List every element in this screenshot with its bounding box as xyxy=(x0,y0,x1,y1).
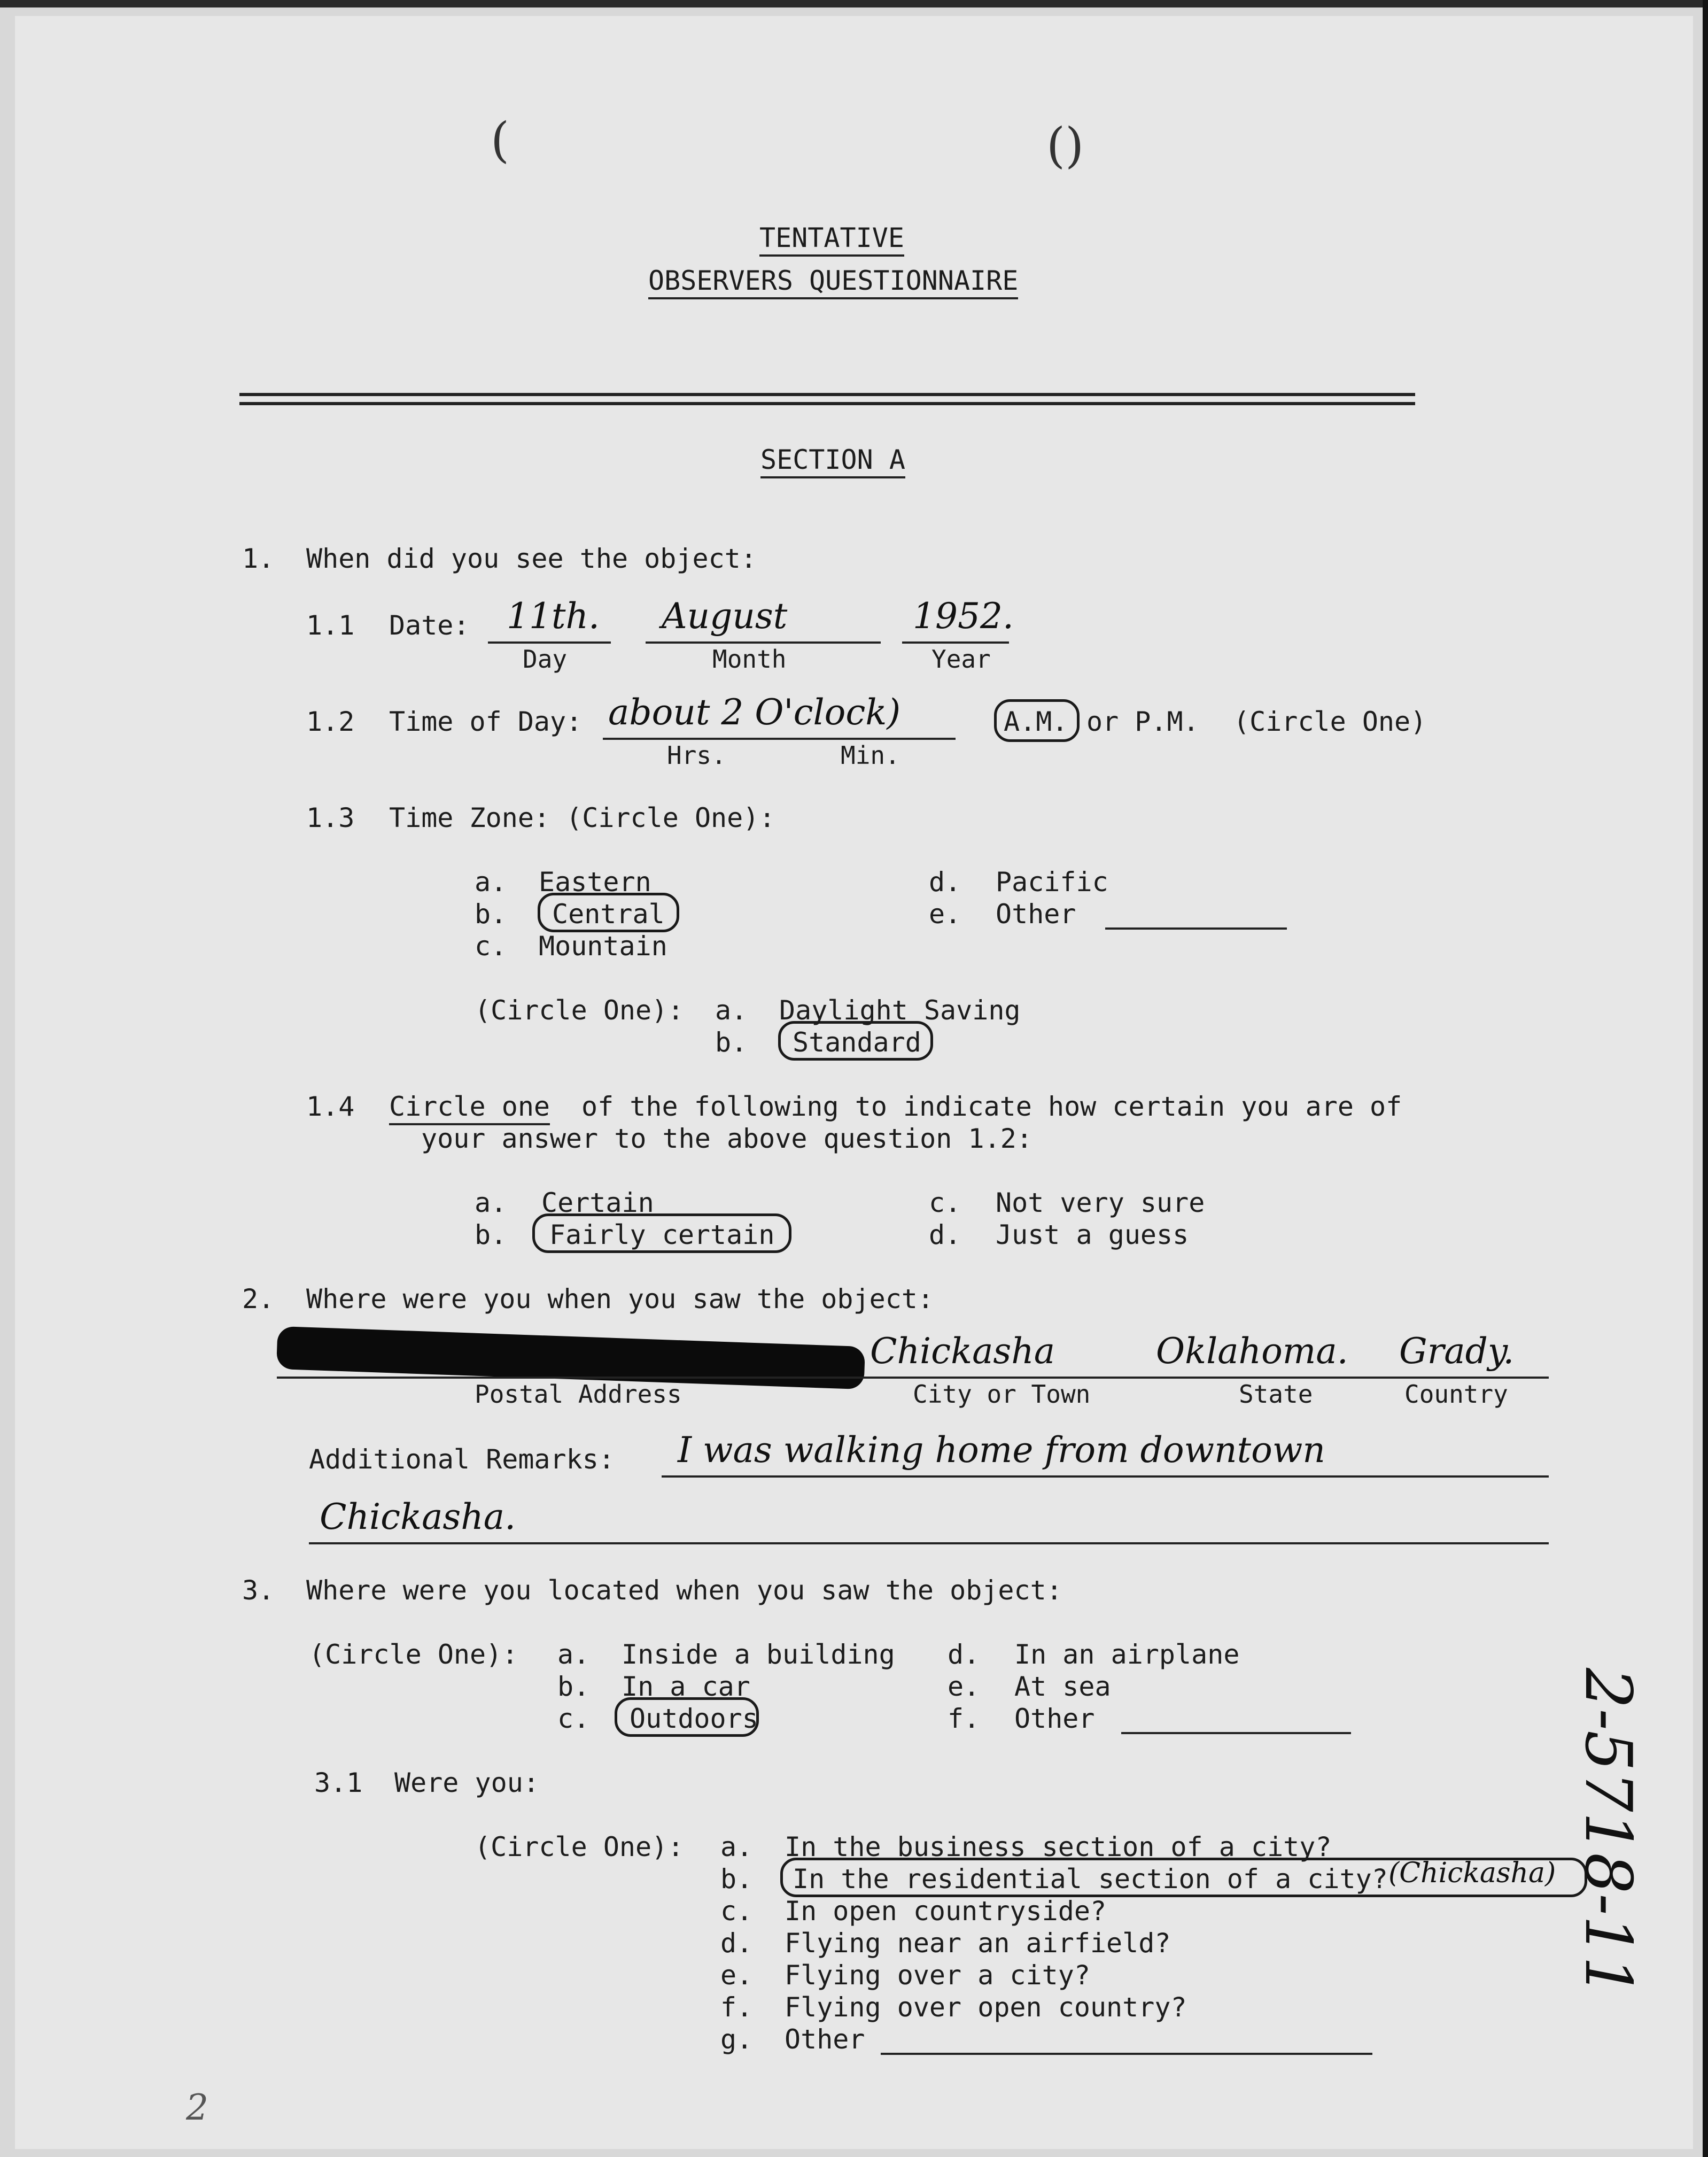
remarks-line2: Chickasha. xyxy=(320,1496,516,1537)
location-f-letter: f. xyxy=(948,1703,980,1734)
scan-mark-paren-right: () xyxy=(1046,118,1084,174)
location-d-letter: d. xyxy=(948,1639,980,1670)
am-circle xyxy=(994,699,1080,742)
area-e-letter: e. xyxy=(720,1960,753,1991)
location-f-label: Other xyxy=(1014,1703,1095,1734)
zone-other-line xyxy=(1105,927,1287,930)
area-f-label: Flying over open country? xyxy=(785,1992,1187,2023)
q3-number: 3. xyxy=(242,1575,275,1606)
date-day-line xyxy=(488,641,611,644)
zone-d-letter: d. xyxy=(929,867,961,898)
q1-3-label: Time Zone: (Circle One): xyxy=(389,802,775,833)
area-a-label: In the business section of a city? xyxy=(785,1831,1332,1862)
divider-rule-1 xyxy=(239,393,1415,396)
location-c-label: Outdoors xyxy=(630,1703,758,1734)
q1-4-text: of the following to indicate how certain you are of xyxy=(581,1091,1402,1122)
q1-2-label: Time of Day: xyxy=(389,706,583,737)
year-caption: Year xyxy=(931,645,991,674)
date-month-value: August xyxy=(662,596,788,637)
area-a-letter: a. xyxy=(720,1831,753,1862)
remarks-line2-rule xyxy=(309,1542,1549,1544)
zone-e-letter: e. xyxy=(929,899,961,930)
am-option: A.M. xyxy=(1004,706,1068,737)
certainty-d-label: Just a guess xyxy=(996,1219,1189,1250)
saving-a-label: Daylight Saving xyxy=(779,995,1021,1026)
zone-c-letter: c. xyxy=(475,931,507,962)
location-c-letter: c. xyxy=(557,1703,590,1734)
q2-text: Where were you when you saw the object: xyxy=(306,1284,934,1315)
q2-number: 2. xyxy=(242,1284,275,1315)
address-line xyxy=(277,1377,1549,1379)
remarks-line1-rule xyxy=(662,1475,1549,1478)
state-caption: State xyxy=(1239,1380,1313,1409)
county-value: Grady. xyxy=(1399,1331,1515,1372)
area-f-letter: f. xyxy=(720,1992,753,2023)
month-caption: Month xyxy=(712,645,787,674)
title-tentative: TENTATIVE xyxy=(759,225,904,257)
q1-1-number: 1.1 xyxy=(306,610,355,641)
q31-circle-one: (Circle One): xyxy=(475,1831,684,1862)
saving-circle-one: (Circle One): xyxy=(475,995,684,1026)
location-c-circle xyxy=(615,1697,759,1737)
certainty-b-letter: b. xyxy=(475,1219,507,1250)
zone-b-letter: b. xyxy=(475,899,507,930)
location-a-letter: a. xyxy=(557,1639,590,1670)
area-c-letter: c. xyxy=(720,1896,753,1927)
time-line xyxy=(603,738,956,740)
remarks-line1: I was walking home from downtown xyxy=(678,1429,1325,1471)
location-e-label: At sea xyxy=(1014,1671,1111,1702)
date-year-value: 1952. xyxy=(913,596,1014,637)
title-questionnaire: OBSERVERS QUESTIONNAIRE xyxy=(648,267,1018,299)
area-b-label: In the residential section of a city? xyxy=(793,1864,1388,1895)
zone-b-circle xyxy=(538,893,679,932)
q3-circle-one: (Circle One): xyxy=(309,1639,518,1670)
area-d-label: Flying near an airfield? xyxy=(785,1928,1171,1959)
remarks-label: Additional Remarks: xyxy=(309,1444,615,1475)
city-caption: City or Town xyxy=(913,1380,1091,1409)
margin-handwritten-number: 2-5718-11 xyxy=(1571,1668,1645,1997)
document-page xyxy=(15,16,1693,2149)
q3-1-number: 3.1 xyxy=(314,1767,363,1798)
corner-handwritten-mark: 2 xyxy=(186,2087,208,2128)
q3-1-label: Were you: xyxy=(394,1767,539,1798)
q1-3-number: 1.3 xyxy=(306,802,355,833)
zone-d-label: Pacific xyxy=(996,867,1108,898)
certainty-c-label: Not very sure xyxy=(996,1187,1205,1218)
state-value: Oklahoma. xyxy=(1156,1331,1348,1372)
area-g-letter: g. xyxy=(720,2024,753,2055)
certainty-c-letter: c. xyxy=(929,1187,961,1218)
saving-a-letter: a. xyxy=(715,995,748,1026)
q1-4-number: 1.4 xyxy=(306,1091,355,1122)
area-g-label: Other xyxy=(785,2024,865,2055)
zone-a-letter: a. xyxy=(475,867,507,898)
certainty-a-letter: a. xyxy=(475,1187,507,1218)
hrs-caption: Hrs. xyxy=(667,741,726,770)
min-caption: Min. xyxy=(841,741,900,770)
location-d-label: In an airplane xyxy=(1014,1639,1240,1670)
q1-1-label: Date: xyxy=(389,610,470,641)
zone-c-label: Mountain xyxy=(539,931,667,962)
q1-2-number: 1.2 xyxy=(306,706,355,737)
zone-b-label: Central xyxy=(552,899,665,930)
day-caption: Day xyxy=(523,645,568,674)
location-other-line xyxy=(1121,1732,1351,1734)
area-other-line xyxy=(881,2053,1372,2055)
area-b-circle xyxy=(780,1858,1587,1897)
date-month-line xyxy=(646,641,881,644)
postal-caption: Postal Address xyxy=(475,1380,682,1409)
saving-b-letter: b. xyxy=(715,1027,748,1058)
date-day-value: 11th. xyxy=(507,596,600,637)
zone-e-label: Other xyxy=(996,899,1076,930)
location-a-label: Inside a building xyxy=(622,1639,895,1670)
zone-a-label: Eastern xyxy=(539,867,651,898)
certainty-b-label: Fairly certain xyxy=(549,1219,775,1250)
city-value: Chickasha xyxy=(870,1331,1055,1372)
certainty-a-label: Certain xyxy=(541,1187,654,1218)
or-pm-text: or P.M. xyxy=(1086,706,1199,737)
saving-b-circle xyxy=(778,1021,933,1061)
location-e-letter: e. xyxy=(948,1671,980,1702)
area-b-note: (Chickasha) xyxy=(1388,1857,1556,1889)
date-year-line xyxy=(902,641,1009,644)
area-c-label: In open countryside? xyxy=(785,1896,1107,1927)
area-d-letter: d. xyxy=(720,1928,753,1959)
divider-rule-2 xyxy=(239,402,1415,405)
q1-text: When did you see the object: xyxy=(306,543,757,574)
time-answer: about 2 O'clock) xyxy=(608,692,901,733)
scan-mark-paren-left: ( xyxy=(491,112,510,168)
circle-one-hint: (Circle One) xyxy=(1233,706,1427,737)
location-b-label: In a car xyxy=(622,1671,750,1702)
location-b-letter: b. xyxy=(557,1671,590,1702)
area-b-letter: b. xyxy=(720,1864,753,1895)
q1-4-lead: Circle one xyxy=(389,1093,550,1125)
q3-text: Where were you located when you saw the object: xyxy=(306,1575,1062,1606)
q1-4-text-line2: your answer to the above question 1.2: xyxy=(421,1123,1032,1154)
saving-b-label: Standard xyxy=(793,1027,921,1058)
country-caption: Country xyxy=(1404,1380,1508,1409)
q1-number: 1. xyxy=(242,543,275,574)
area-e-label: Flying over a city? xyxy=(785,1960,1090,1991)
section-title: SECTION A xyxy=(760,446,905,478)
certainty-d-letter: d. xyxy=(929,1219,961,1250)
certainty-b-circle xyxy=(532,1213,791,1253)
